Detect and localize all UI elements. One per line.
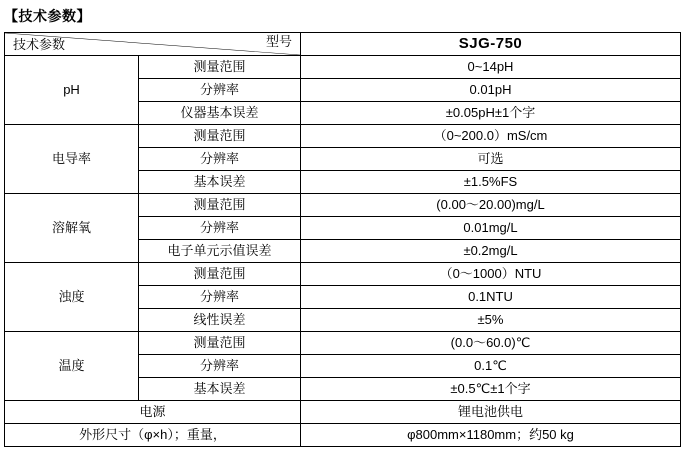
header-diagonal-cell — [5, 33, 301, 56]
page-title: 【技术参数】 — [4, 8, 91, 24]
category-cell: 电导率 — [5, 125, 139, 194]
specification-table — [4, 32, 681, 447]
footer-label-cell: 外形尺寸（φ×h）；重量， — [5, 424, 301, 447]
table-row — [5, 263, 681, 286]
footer-value-cell: 锂电池供电 — [301, 401, 681, 424]
value-cell: (0.0～60.0)℃ — [301, 332, 681, 355]
item-cell: 仪器基本误差 — [139, 102, 301, 125]
value-cell: 0~14pH — [301, 56, 681, 79]
value-cell: (0.00～20.00)mg/L — [301, 194, 681, 217]
value-cell: 0.01pH — [301, 79, 681, 102]
table-row — [5, 332, 681, 355]
item-cell: 电子单元示值误差 — [139, 240, 301, 263]
value-cell: ±0.2mg/L — [301, 240, 681, 263]
item-cell: 测量范围 — [139, 263, 301, 286]
table-row — [5, 424, 681, 447]
footer-value-cell: φ800mm×1180mm；约50 kg — [301, 424, 681, 447]
value-cell: ±0.05pH±1个字 — [301, 102, 681, 125]
item-cell: 测量范围 — [139, 332, 301, 355]
table-row — [5, 125, 681, 148]
item-cell: 分辨率 — [139, 79, 301, 102]
item-cell: 基本误差 — [139, 378, 301, 401]
footer-label-cell: 电源 — [5, 401, 301, 424]
value-cell: 0.1℃ — [301, 355, 681, 378]
header-model-value: SJG-750 — [301, 33, 681, 56]
header-param-label: 技术参数 — [13, 37, 66, 53]
item-cell: 分辨率 — [139, 148, 301, 171]
category-cell: 浊度 — [5, 263, 139, 332]
value-cell: （0～1000）NTU — [301, 263, 681, 286]
category-cell: 温度 — [5, 332, 139, 401]
value-cell: ±0.5℃±1个字 — [301, 378, 681, 401]
item-cell: 测量范围 — [139, 56, 301, 79]
item-cell: 分辨率 — [139, 355, 301, 378]
table-header-row — [5, 33, 681, 56]
item-cell: 分辨率 — [139, 217, 301, 240]
header-model-label: 型号 — [265, 34, 292, 49]
value-cell: （0~200.0）mS/cm — [301, 125, 681, 148]
item-cell: 测量范围 — [139, 125, 301, 148]
item-cell: 基本误差 — [139, 171, 301, 194]
item-cell: 测量范围 — [139, 194, 301, 217]
item-cell: 分辨率 — [139, 286, 301, 309]
table-row — [5, 56, 681, 79]
table-row — [5, 194, 681, 217]
value-cell: 0.01mg/L — [301, 217, 681, 240]
value-cell: ±1.5%FS — [301, 171, 681, 194]
value-cell: ±5% — [301, 309, 681, 332]
table-row — [5, 401, 681, 424]
category-cell: pH — [5, 56, 139, 125]
item-cell: 线性误差 — [139, 309, 301, 332]
category-cell: 溶解氧 — [5, 194, 139, 263]
value-cell: 0.1NTU — [301, 286, 681, 309]
value-cell: 可选 — [301, 148, 681, 171]
